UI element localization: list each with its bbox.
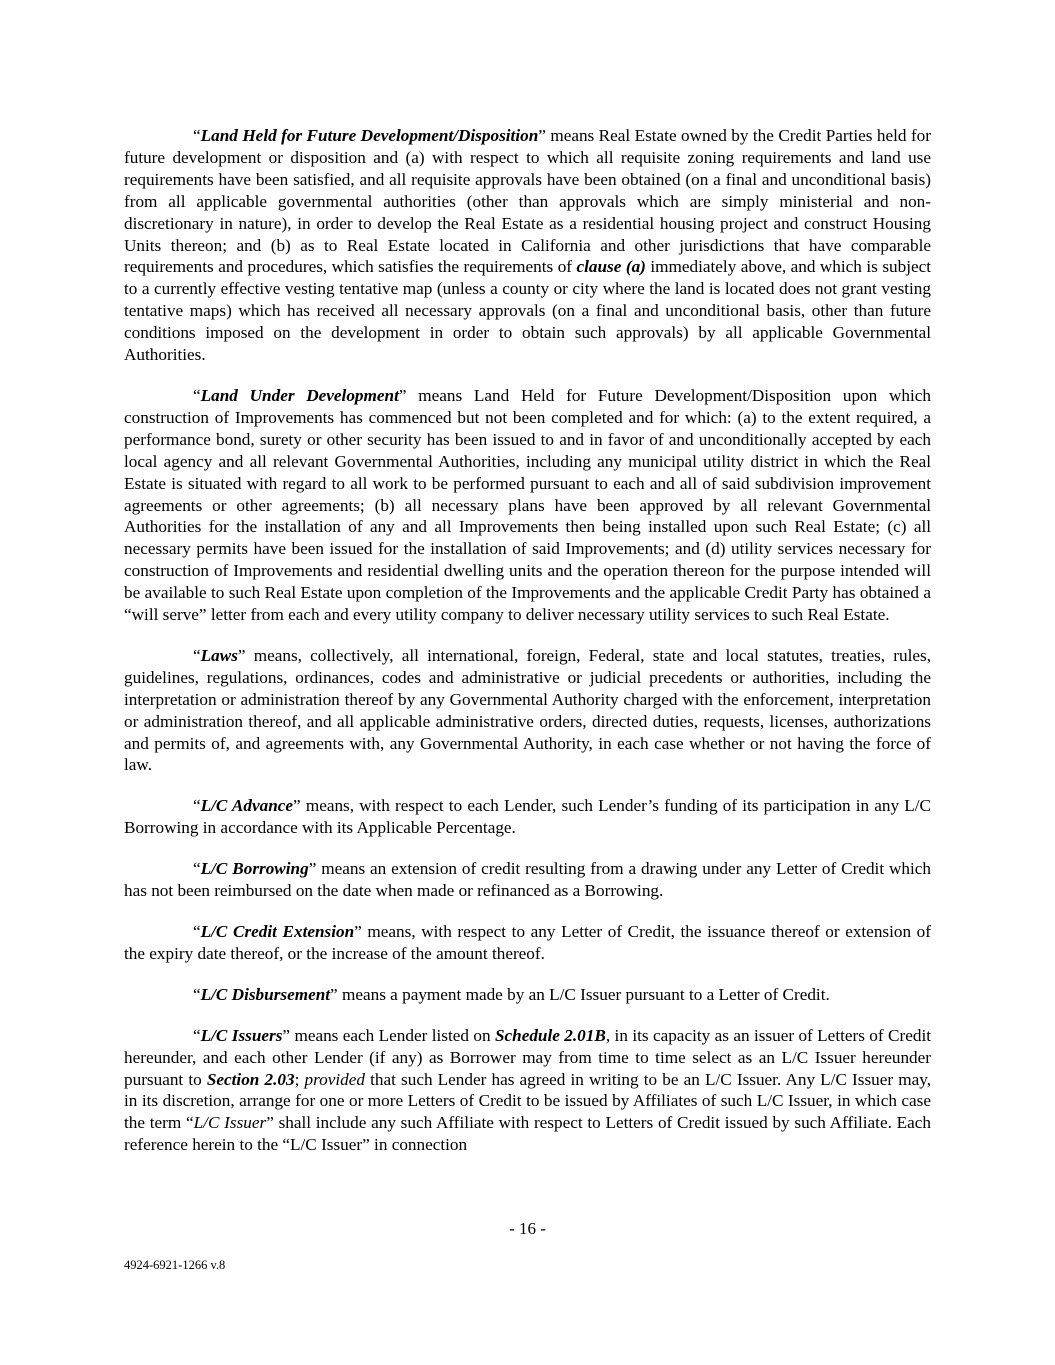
- definition-lc-credit-extension: “L/C Credit Extension” means, with respect to any Letter of Credit, the issuance thereof or extension of the expiry date thereof, or the increase of the amount thereof.: [124, 922, 931, 963]
- definition-lc-disbursement: “L/C Disbursement” means a payment made by an L/C Issuer pursuant to a Letter of Credit.: [193, 984, 830, 1004]
- definition-land-held-for-future-development: “Land Held for Future Development/Disposition” means Real Estate owned by the Credit Parties held for future development or disposition and (a) with respect to which all requisite zoning requirements and land use requirements have been satisfied, and all requisite approvals have been obtained (on a final and unconditional basis) from all applicable governmental authorities (other than approvals which are simply ministerial and non-discretionary in nature), in order to develop the Real Estate as a residential housing project and construct Housing Units thereon; and (b) as to Real Estate located in California and other jurisdictions that have comparable requirements and procedures, which satisfies the requirements of clause (a) immediately above, and which is subject to a currently effective vesting tentative map (unless a county or city where the land is located does not grant vesting tentative maps) which has received all necessary approvals (on a final and unconditional basis, other than future conditions imposed on the development in order to obtain such approvals) by all applicable Governmental Authorities.: [124, 126, 932, 365]
- page-number: - 16 -: [509, 1219, 546, 1238]
- schedule-reference: Schedule 2.01B: [494, 1025, 606, 1045]
- definition-lc-borrowing: “L/C Borrowing” means an extension of credit resulting from a drawing under any Letter of Credit which has not been reimbursed on the date when made or refinanced as a Borrowing.: [124, 859, 931, 901]
- defined-term: L/C Credit Extension: [200, 922, 355, 941]
- defined-term: Land Held for Future Development/Disposition: [200, 126, 539, 145]
- document-id: 4924-6921-1266 v.8: [124, 1258, 226, 1272]
- defined-term: L/C Advance: [200, 796, 294, 816]
- definition-land-under-development: “Land Under Development” means Land Held for Future Development/Disposition upon which construction of Improvements has commenced but not been completed and for which: (a) to the extent required, a performance bond, surety or other security has been issued to and in favor of and unconditionally accepted by each local agency and all relevant Governmental Authorities, including any municipal utility district in which the Real Estate is situated with regard to all work to be performed pursuant to each and all of said subdivision improvement agreements or other agreements; (b) all necessary plans have been approved by all relevant Governmental Authorities for the installation of any and all Improvements then being installed upon such Real Estate; (c) all necessary permits have been issued for the installation of said Improvements; and (d) utility services necessary for construction of Improvements and residential dwelling units and the operation thereon for the purpose intended will be available to such Real Estate upon completion of the Improvements and the applicable Credit Party has obtained a “will serve” letter from each and every utility company to deliver necessary utility services to such Real Estate.: [124, 385, 931, 625]
- definition-lc-advance: “L/C Advance” means, with respect to each Lender, such Lender’s funding of its participation in any L/C Borrowing in accordance with its Applicable Percentage.: [124, 796, 932, 838]
- clause-reference: clause (a): [576, 257, 646, 277]
- defined-term: L/C Issuers: [200, 1025, 283, 1045]
- definition-lc-issuers: “L/C Issuers” means each Lender listed on Schedule 2.01B, in its capacity as an issuer of Letters of Credit hereunder, and each other Lender (if any) as Borrower may from time to time select as an L/C Issuer hereunder pursuant to Section 2.03; provided that such Lender has agreed in writing to be an L/C Issuer. Any L/C Issuer may, in its discretion, arrange for one or more Letters of Credit to be issued by Affiliates of such L/C Issuer, in which case the term “L/C Issuer” shall include any such Affiliate with respect to Letters of Credit issued by such Affiliate. Each reference herein to the “L/C Issuer” in connection: [124, 1025, 932, 1155]
- section-reference: Section 2.03: [206, 1069, 295, 1089]
- defined-term: Laws: [200, 645, 238, 665]
- defined-term: Land Under Development: [200, 385, 399, 405]
- document-body: [124, 125, 931, 1175]
- definition-laws: “Laws” means, collectively, all international, foreign, Federal, state and local statutes, treaties, rules, guidelines, regulations, ordinances, codes and administrative or judicial precedents or authorities, including the interpretation or administration thereof by any Governmental Authority charged with the enforcement, interpretation or administration thereof, and all applicable administrative orders, directed duties, requests, licenses, authorizations and permits of, and agreements with, any Governmental Authority, in each case whether or not having the force of law.: [124, 645, 931, 775]
- defined-term: L/C Borrowing: [200, 859, 309, 879]
- defined-term: L/C Disbursement: [200, 984, 331, 1004]
